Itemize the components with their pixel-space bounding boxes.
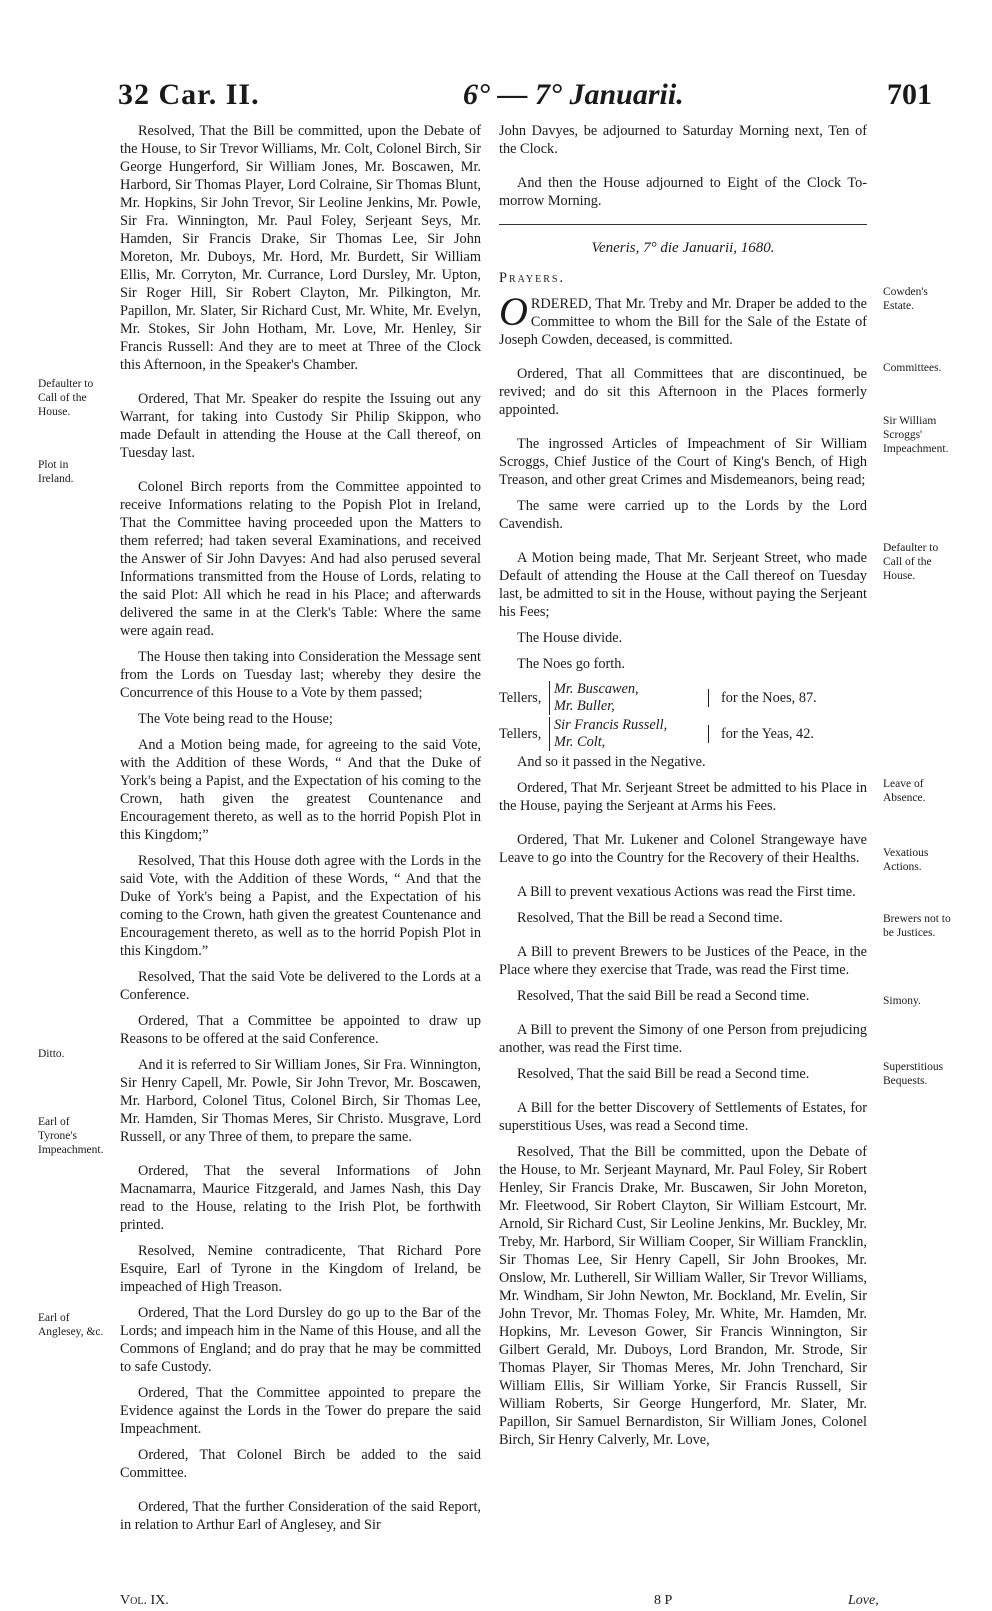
day-heading: Veneris, 7° die Januarii, 1680.: [591, 240, 775, 256]
margin-note: Committees.: [883, 362, 942, 374]
paragraph: Ordered, That the several Informations of John Macnamarra, Maurice Fitzgerald, and James Nash, this Day read to the House, relating to the Irish Plot, be forthwith printed.: [120, 1163, 481, 1233]
header-date: 6° — 7° Januarii.: [463, 78, 684, 111]
paragraph: The House then taking into Consideration the Message sent from the Lords on Tuesday last; whereby they desire the Concurrence of this House to a Vote by them passed;: [120, 649, 481, 701]
division-result: for the Yeas, 42.: [708, 725, 814, 743]
margin-note: Plot in Ireland.: [38, 459, 74, 485]
paragraph: A Bill to prevent the Simony of one Person from prejudicing another, was read the First time.: [499, 1022, 867, 1056]
paragraph: And it is referred to Sir William Jones, Sir Fra. Winnington, Sir Henry Capell, Mr. Powle, Sir John Trevor, Mr. Boscawen, Mr. Harbord, Colonel Titus, Colonel Birch, Sir Thomas Lee, Mr. Hamden, Sir Thomas Meres, Sir Christo. Musgrave, Lord Russell, or any Three of them, to prepare the same.: [120, 1057, 481, 1145]
paragraph: Resolved, That the said Vote be delivered to the Lords at a Conference.: [120, 969, 481, 1003]
teller-name: Sir Francis Russell,: [554, 717, 668, 733]
margin-note: Earl of Tyrone's Impeachment.: [38, 1116, 104, 1156]
paragraph: ORDERED, That Mr. Treby and Mr. Draper be added to the Committee to whom the Bill for the Sale of the Estate of Joseph Cowden, deceased, is committed.: [499, 289, 867, 348]
margin-note: Ditto.: [38, 1048, 65, 1060]
right-column: [499, 122, 867, 1457]
margin-note: Cowden's Estate.: [883, 286, 928, 312]
header-regnal-year: 32 Car. II.: [118, 78, 260, 111]
margin-note: Simony.: [883, 995, 921, 1007]
paragraph: Ordered, That Mr. Lukener and Colonel Strangewaye have Leave to go into the Country for the Recovery of their Healths.: [499, 832, 867, 866]
paragraph: The Noes go forth.: [517, 656, 625, 672]
page-number: 701: [887, 78, 932, 111]
tellers-names: [549, 717, 694, 751]
paragraph: Resolved, That the said Bill be read a Second time.: [517, 1066, 810, 1082]
tellers-division: [499, 717, 867, 751]
paragraph: And then the House adjourned to Eight of the Clock To-morrow Morning.: [499, 175, 867, 209]
paragraph: Ordered, That the Lord Dursley do go up to the Bar of the Lords; and impeach him in the Name of this House, and all the Commons of England; and do pray that he may be committed to safe Custody.: [120, 1305, 481, 1375]
paragraph: Ordered, That all Committees that are discontinued, be revived; and do sit this Afternoon in the Places formerly appointed.: [499, 366, 867, 418]
paragraph: A Motion being made, That Mr. Serjeant Street, who made Default of attending the House at the Call thereof on Tuesday last, be admitted to sit in the House, without paying the Serjeant his Fees;: [499, 550, 867, 620]
paragraph: Ordered, That Mr. Serjeant Street be admitted to his Place in the House, paying the Serjeant at Arms his Fees.: [499, 780, 867, 814]
paragraph: The Vote being read to the House;: [138, 711, 333, 727]
tellers-label: Tellers,: [499, 690, 542, 706]
division-result: for the Noes, 87.: [708, 689, 817, 707]
tellers-label: Tellers,: [499, 726, 542, 742]
section-rule: [499, 224, 867, 225]
paragraph: Ordered, That the Committee appointed to prepare the Evidence against the Lords in the Tower do prepare the said Impeachment.: [120, 1385, 481, 1437]
margin-note: Vexatious Actions.: [883, 847, 929, 873]
teller-name: Mr. Buller,: [554, 698, 615, 714]
tellers-names: [549, 681, 694, 715]
tellers-division: [499, 681, 867, 715]
teller-name: Mr. Colt,: [554, 734, 606, 750]
paragraph: The ingrossed Articles of Impeachment of Sir William Scroggs, Chief Justice of the Court of King's Bench, of High Treason, and other great Crimes and Misdemeanors, being read;: [499, 436, 867, 488]
left-column: [120, 122, 481, 1542]
catchword: Love,: [848, 1593, 879, 1608]
paragraph: Ordered, That a Committee be appointed to draw up Reasons to be offered at the said Conference.: [120, 1013, 481, 1047]
paragraph: Ordered, That the further Consideration of the said Report, in relation to Arthur Earl of Anglesey, and Sir: [120, 1499, 481, 1533]
margin-note: Sir William Scroggs' Impeachment.: [883, 415, 949, 455]
paragraph: John Davyes, be adjourned to Saturday Morning next, Ten of the Clock.: [499, 123, 867, 157]
paragraph: A Bill to prevent vexatious Actions was read the First time.: [517, 884, 856, 900]
prayers-heading: Prayers.: [499, 270, 566, 286]
paragraph: Resolved, That the said Bill be read a Second time.: [517, 988, 810, 1004]
paragraph: And a Motion being made, for agreeing to the said Vote, with the Addition of these Words, “ And that the Duke of York's being a Papist, and the Expectation of his coming to the Crown, hath given the greatest Countenance and Encouragement thereto, as well as to the horrid Popish Plot in this Kingdom;”: [120, 737, 481, 843]
paragraph: And so it passed in the Negative.: [517, 754, 706, 770]
running-header: [118, 78, 932, 118]
paragraph: Resolved, That the Bill be committed, upon the Debate of the House, to Sir Trevor Williams, Mr. Colt, Colonel Birch, Sir George Hungerford, Sir William Jones, Mr. Boscawen, Mr. Harbord, Sir Thomas Player, Lord Colraine, Sir Thomas Blunt, Mr. Hopkins, Sir John Trevor, Sir Leoline Jenkins, Mr. Powle, Sir Fra. Winnington, Mr. Paul Foley, Serjeant Seys, Mr. Hamden, Sir Francis Drake, Sir Thomas Lee, Sir John Moreton, Mr. Duboys, Mr. Hord, Mr. Burdett, Sir William Ellis, Mr. Corryton, Mr. Currance, Lord Dursley, Mr. Upton, Sir Roger Hill, Sir Robert Clayton, Mr. Pilkington, Mr. Papillon, Mr. Slater, Sir Richard Cust, Mr. White, Mr. Evelyn, Mr. Stokes, Sir John Hotham, Mr. Love, Mr. Henley, Sir Francis Russell: And they are to meet at Three of the Clock this Afternoon, in the Speaker's Chamber.: [120, 123, 481, 373]
margin-note: Earl of Anglesey, &c.: [38, 1312, 104, 1338]
margin-note: Leave of Absence.: [883, 778, 926, 804]
paragraph: Resolved, That the Bill be read a Second time.: [517, 910, 783, 926]
signature-mark: 8 P: [654, 1593, 673, 1608]
teller-name: Mr. Buscawen,: [554, 681, 639, 697]
margin-note: Defaulter to Call of the House.: [883, 542, 939, 582]
paragraph: Resolved, That the Bill be committed, upon the Debate of the House, to Mr. Serjeant Maynard, Mr. Paul Foley, Sir Robert Henley, Sir Francis Drake, Mr. Buscawen, Sir John Moreton, Mr. Fleetwood, Sir Robert Clayton, Sir William Estcourt, Mr. Arnold, Sir Richard Cust, Sir Leoline Jenkins, Mr. Buckley, Mr. Treby, Mr. Harbord, Sir William Cooper, Sir William Francklin, Sir Thomas Lee, Sir Henry Capell, Sir John Brookes, Mr. Onslow, Mr. Lutherell, Sir William Waller, Sir Trevor Williams, Mr. Windham, Sir John Newton, Mr. Bockland, Mr. Evelin, Sir John Trevor, Mr. Thomas Foley, Mr. White, Mr. Hamden, Mr. Hopkins, Mr. Leveson Gower, Sir Francis Winnington, Sir Gilbert Gerald, Mr. Duboys, Lord Brandon, Mr. Strode, Sir Thomas Player, Sir Thomas Meres, Mr. John Trenchard, Sir William Ellis, Sir William Yorke, Sir Francis Russell, Sir William Roberts, Sir George Hungerford, Mr. Slater, Mr. Papillon, Sir Samuel Bernardiston, Sir William Jones, Colonel Birch, Sir Henry Calverly, Mr. Love,: [499, 1144, 867, 1448]
paragraph: A Bill for the better Discovery of Settlements of Estates, for superstitious Uses, was read a Second time.: [499, 1100, 867, 1134]
margin-note: Superstitious Bequests.: [883, 1061, 944, 1087]
paragraph: Ordered, That Mr. Speaker do respite the Issuing out any Warrant, for taking into Custody Sir Philip Skippon, who made Default in attending the House at the Call thereof, on Tuesday last.: [120, 391, 481, 461]
volume-label: Vol. IX.: [120, 1593, 169, 1608]
margin-note: Brewers not to be Justices.: [883, 913, 951, 939]
paragraph: The same were carried up to the Lords by the Lord Cavendish.: [499, 498, 867, 532]
paragraph: Resolved, That this House doth agree with the Lords in the said Vote, with the Addition of these Words, “ And that the Duke of York's being a Papist, and the Expectation of his coming to the Crown, hath given the greatest Countenance and Encouragement thereto, as well as to the horrid Popish Plot in this Kingdom.”: [120, 853, 481, 959]
paragraph: Colonel Birch reports from the Committee appointed to receive Informations relating to the Popish Plot in Ireland, That the Committee having proceeded upon the Matters to them referred; had taken several Examinations, and received the Answer of Sir John Davyes: And had also perused several Informations transmitted from the House of Lords, relating to the said Plot: All which he read in his Place; and afterwards delivered the same in at the Clerk's Table: Where the same were again read.: [120, 479, 481, 639]
drop-cap: O: [499, 289, 528, 334]
paragraph: The House divide.: [517, 630, 623, 646]
margin-note: Defaulter to Call of the House.: [38, 378, 94, 418]
paragraph: A Bill to prevent Brewers to be Justices of the Peace, in the Place where they exercise that Trade, was read the First time.: [499, 944, 867, 978]
paragraph: Ordered, That Colonel Birch be added to the said Committee.: [120, 1447, 481, 1481]
paragraph: Resolved, Nemine contradicente, That Richard Pore Esquire, Earl of Tyrone in the Kingdom of Ireland, be impeached of High Treason.: [120, 1243, 481, 1295]
